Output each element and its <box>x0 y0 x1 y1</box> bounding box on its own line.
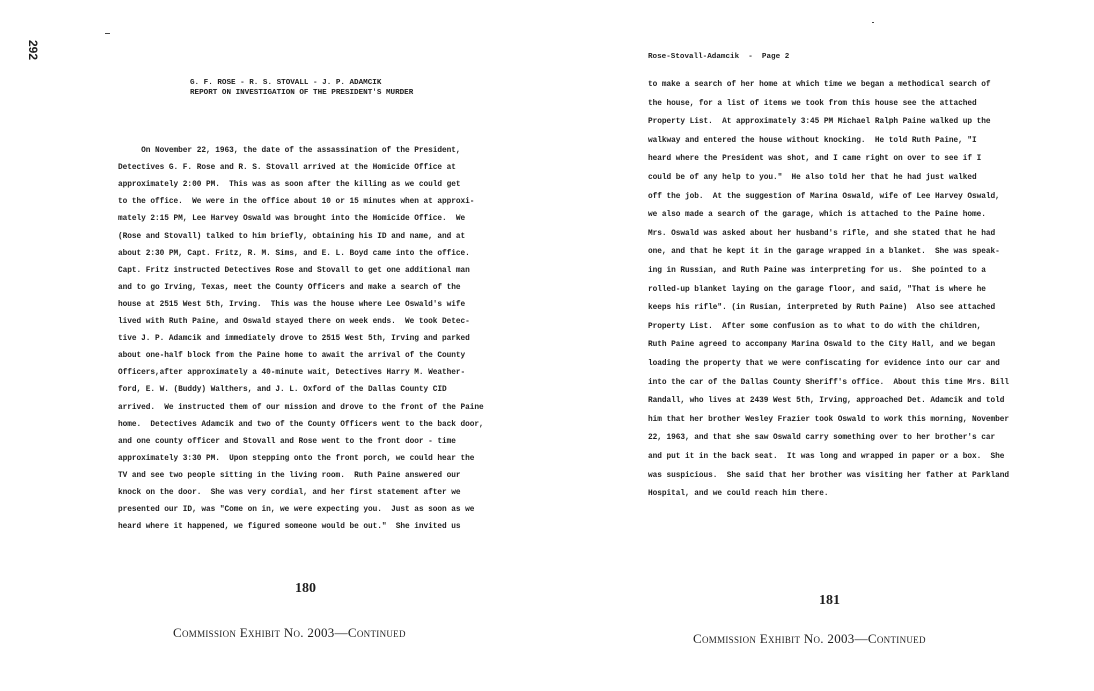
text-line: and put it in the back seat. It was long and wrapped in paper or a box. She <box>648 453 1005 461</box>
text-line: house at 2515 West 5th, Irving. This was the house where Lee Oswald's wife <box>118 300 466 309</box>
exhibit-caption: Commission Exhibit No. 2003—Continued <box>693 631 926 646</box>
text-line: approximately 2:00 PM. This was as soon after the killing as we could get <box>118 181 461 190</box>
text-line: the house, for a list of items we took from this house see the attached <box>648 99 977 108</box>
text-line: one, and that he kept it in the garage wrapped in a blanket. She was speak- <box>648 248 1000 257</box>
text-line: lived with Ruth Paine, and Oswald stayed there on week ends. We took Detec- <box>118 318 470 326</box>
text-line: off the job. At the suggestion of Marina Oswald, wife of Lee Harvey Oswald, <box>648 192 1000 201</box>
text-line: heard where the President was shot, and I came right on over to see if I <box>648 155 982 164</box>
text-line: Ruth Paine agreed to accompany Marina Oswald to the City Hall, and we began <box>648 341 996 350</box>
text-line: TV and see two people sitting in the living room. Ruth Paine answered our <box>118 471 461 480</box>
report-title: REPORT ON INVESTIGATION OF THE PRESIDENT'S MURDER <box>190 89 414 97</box>
text-line: heard where it happened, we figured someone would be out." She invited us <box>118 523 461 532</box>
text-line: arrived. We instructed them of our mission and drove to the front of the Paine <box>118 403 484 412</box>
text-line: 22, 1963, and that she saw Oswald carry something over to her brother's car <box>648 434 996 443</box>
margin-page-number: 292 <box>26 40 40 61</box>
text-line: ford, E. W. (Buddy) Walthers, and J. L. Oxford of the Dallas County CID <box>118 386 447 395</box>
text-line: approximately 3:30 PM. Upon stepping onto the front porch, we could hear the <box>118 454 475 463</box>
text-line: Officers,after approximately a 40-minute wait, Detectives Harry M. Weather- <box>118 369 466 378</box>
page-number: 180 <box>295 581 316 596</box>
text-line: Property List. At approximately 3:45 PM Michael Ralph Paine walked up the <box>648 118 991 127</box>
text-line: Capt. Fritz instructed Detectives Rose and Stovall to get one additional man <box>118 266 470 275</box>
scan-mark <box>105 33 110 34</box>
text-line: knock on the door. She was very cordial, and her first statement after we <box>118 489 461 497</box>
text-line: about one-half block from the Paine home to await the arrival of the County <box>118 352 466 361</box>
text-line: to the office. We were in the office about 10 or 15 minutes when at approxi- <box>118 198 475 207</box>
text-line: about 2:30 PM, Capt. Fritz, R. M. Sims, and E. L. Boyd came into the office. <box>118 249 470 258</box>
text-line: Randall, who lives at 2439 West 5th, Irving, approached Det. Adamcik and told <box>648 397 1005 406</box>
text-line: rolled-up blanket laying on the garage floor, and said, "That is where he <box>648 285 986 294</box>
text-line: and one county officer and Stovall and Rose went to the front door - time <box>118 437 456 446</box>
text-line: into the car of the Dallas County Sheriff's office. About this time Mrs. Bill <box>648 378 1010 387</box>
scan-mark <box>872 22 874 23</box>
text-line: ing in Russian, and Ruth Paine was interpreting for us. She pointed to a <box>648 267 986 275</box>
text-line: Hospital, and we could reach him there. <box>648 490 829 499</box>
text-line: Mrs. Oswald was asked about her husband's rifle, and she stated that he had <box>648 229 996 238</box>
text-line: On November 22, 1963, the date of the assassination of the President, <box>118 147 461 155</box>
text-line: presented our ID, was "Come on in, we were expecting you. Just as soon as we <box>118 506 475 515</box>
text-line: keeps his rifle". (in Rusian, interpreted by Ruth Paine) Also see attached <box>648 304 996 313</box>
text-line: to make a search of her home at which time we began a methodical search of <box>648 81 991 89</box>
text-line: was suspicious. She said that her brother was visiting her father at Parkland <box>648 471 1010 480</box>
report-authors: G. F. ROSE - R. S. STOVALL - J. P. ADAMCIK <box>190 79 382 87</box>
text-line: Property List. After some confusion as to what to do with the children, <box>648 322 982 331</box>
right-page <box>547 0 1094 691</box>
text-line: tive J. P. Adamcik and immediately drove to 2515 West 5th, Irving and parked <box>118 335 470 344</box>
exhibit-caption: Commission Exhibit No. 2003—Continued <box>173 625 406 640</box>
text-line: home. Detectives Adamcik and two of the County Officers went to the back door, <box>118 420 484 429</box>
text-line: walkway and entered the house without knocking. He told Ruth Paine, "I <box>648 136 977 145</box>
text-line: loading the property that we were confiscating for evidence into our car and <box>648 360 1000 368</box>
text-line: we also made a search of the garage, which is attached to the Paine home. <box>648 211 986 220</box>
text-line: Detectives G. F. Rose and R. S. Stovall arrived at the Homicide Office at <box>118 164 456 173</box>
text-line: him that her brother Wesley Frazier took Oswald to work this morning, November <box>648 415 1010 424</box>
page-header: Rose-Stovall-Adamcik - Page 2 <box>648 53 790 61</box>
page-number: 181 <box>819 593 840 608</box>
text-line: and to go Irving, Texas, meet the County Officers and make a search of the <box>118 283 461 292</box>
text-line: could be of any help to you." He also told her that he had just walked <box>648 174 977 182</box>
text-line: mately 2:15 PM, Lee Harvey Oswald was brought into the Homicide Office. We <box>118 215 466 224</box>
text-line: (Rose and Stovall) talked to him briefly, obtaining his ID and name, and at <box>118 232 466 241</box>
